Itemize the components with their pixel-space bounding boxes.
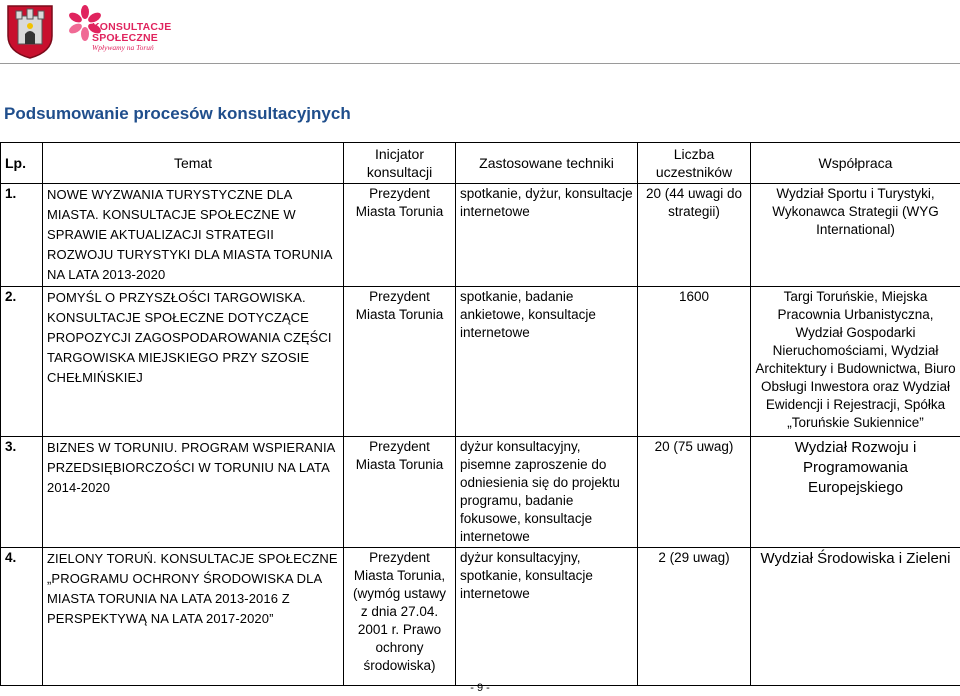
row-lp: 3. <box>1 437 43 548</box>
table-row <box>1 184 960 287</box>
torun-coat-of-arms-icon <box>4 2 56 60</box>
row-inicjator: Prezydent Miasta Torunia <box>344 287 456 437</box>
row-liczba: 20 (44 uwagi do strategii) <box>638 184 751 287</box>
consultations-table <box>0 142 960 686</box>
logo-tagline: Wpływamy na Toruń <box>92 43 154 52</box>
header-divider <box>0 63 960 64</box>
row-lp: 1. <box>1 184 43 287</box>
table-row <box>1 287 960 437</box>
row-liczba: 20 (75 uwag) <box>638 437 751 548</box>
table-row <box>1 437 960 548</box>
row-lp: 2. <box>1 287 43 437</box>
header-inicjator: Inicjator konsultacji <box>344 143 456 184</box>
row-liczba: 2 (29 uwag) <box>638 548 751 686</box>
header-tema: Temat <box>43 143 344 184</box>
header-lp: Lp. <box>1 143 43 184</box>
table-row <box>1 548 960 686</box>
row-wspolpraca: Wydział Rozwoju i Programowania Europejskiego <box>751 437 960 548</box>
row-tema: NOWE WYZWANIA TURYSTYCZNE DLA MIASTA. KONSULTACJE SPOŁECZNE W SPRAWIE AKTUALIZACJI STRATEGII ROZWOJU TURYSTYKI DLA MIASTA TORUNIA NA LATA 2013-2020 <box>43 184 344 287</box>
row-inicjator: Prezydent Miasta Torunia, (wymóg ustawy z dnia 27.04. 2001 r. Prawo ochrony środowiska) <box>344 548 456 686</box>
header-liczba: Liczba uczestników <box>638 143 751 184</box>
page-title: Podsumowanie procesów konsultacyjnych <box>4 104 351 123</box>
page-header <box>0 0 960 62</box>
row-lp: 4. <box>1 548 43 686</box>
page-number: - 9 - <box>470 682 490 694</box>
row-inicjator: Prezydent Miasta Torunia <box>344 184 456 287</box>
row-tema: POMYŚL O PRZYSZŁOŚCI TARGOWISKA. KONSULTACJE SPOŁECZNE DOTYCZĄCE PROPOZYCJI ZAGOSPODAROWANIA CZĘŚCI TARGOWISKA MIEJSKIEGO PRZY SZOSIE CHEŁMIŃSKIEJ <box>43 287 344 437</box>
row-techniki: dyżur konsultacyjny, pisemne zaproszenie do odniesienia się do projektu programu, badanie fokusowe, konsultacje internetowe <box>456 437 638 548</box>
header-techniki: Zastosowane techniki <box>456 143 638 184</box>
row-wspolpraca: Wydział Środowiska i Zieleni <box>751 548 960 686</box>
row-wspolpraca: Wydział Sportu i Turystyki, Wykonawca Strategii (WYG International) <box>751 184 960 287</box>
logo-wordmark <box>92 22 171 52</box>
table-header-row <box>1 143 960 184</box>
row-tema: ZIELONY TORUŃ. KONSULTACJE SPOŁECZNE „PROGRAMU OCHRONY ŚRODOWISKA DLA MIASTA TORUNIA NA LATA 2013-2016 Z PERSPEKTYWĄ NA LATA 2017-2020” <box>43 548 344 686</box>
header-wspolpraca: Współpraca <box>751 143 960 184</box>
row-techniki: spotkanie, badanie ankietowe, konsultacje internetowe <box>456 287 638 437</box>
row-wspolpraca: Targi Toruńskie, Miejska Pracownia Urbanistyczna, Wydział Gospodarki Nieruchomościami, Wydział Architektury i Budownictwa, Biuro Obsługi Inwestora oraz Wydział Ewidencji i Rejestracji, Spółka „Toruńskie Sukiennice” <box>751 287 960 437</box>
logo-line-2: SPOŁECZNE <box>92 31 158 44</box>
row-tema: BIZNES W TORUNIU. PROGRAM WSPIERANIA PRZEDSIĘBIORCZOŚCI W TORUNIU NA LATA 2014-2020 <box>43 437 344 548</box>
logo-line-1: KONSULTACJE <box>92 21 172 33</box>
row-techniki: spotkanie, dyżur, konsultacje internetowe <box>456 184 638 287</box>
row-inicjator: Prezydent Miasta Torunia <box>344 437 456 548</box>
row-techniki: dyżur konsultacyjny, spotkanie, konsultacje internetowe <box>456 548 638 686</box>
row-liczba: 1600 <box>638 287 751 437</box>
